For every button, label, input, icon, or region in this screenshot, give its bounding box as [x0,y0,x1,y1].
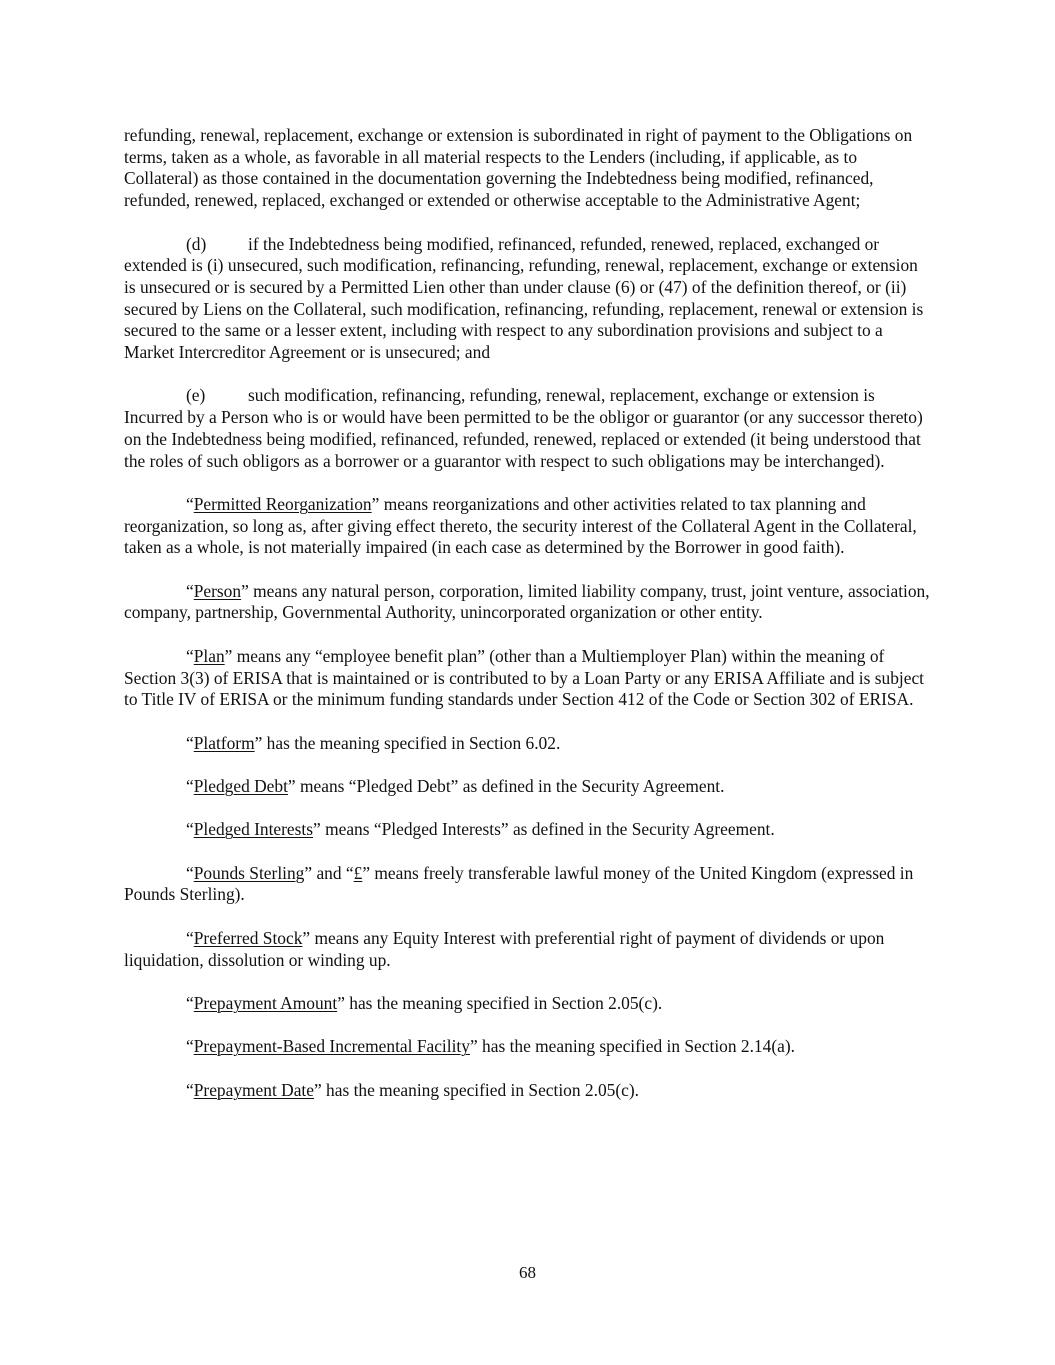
defined-term: Pledged Debt [193,775,288,796]
defined-term: Pounds Sterling [193,862,305,883]
definition-prepayment-amount: “Prepayment Amount” has the meaning specified in Section 2.05(c). [186,992,663,1013]
definition-text: ” means “Pledged Interests” as defined in the Security Agreement. [313,819,775,840]
definition-permitted-reorganization: “Permitted Reorganization” means reorganizations and other activities related to tax planning and reorganization, so long as, after giving effect thereto, the security interest of the Collateral Agent in the Collateral, taken as a whole, is not materially impaired (in each case as determined by the Borrower in good faith). [124,493,917,558]
definition-prepayment-date: “Prepayment Date” has the meaning specified in Section 2.05(c). [186,1079,639,1100]
continuation-paragraph: refunding, renewal, replacement, exchange or extension is subordinated in right of payment to the Obligations on terms, taken as a whole, as favorable in all material respects to the Lenders (including, if applicable, as to Collateral) as those contained in the documentation governing the Indebtedness being modified, refinanced, refunded, renewed, replaced, exchanged or extended or otherwise acceptable to the Administrative Agent; [124,125,913,211]
definition-preferred-stock: “Preferred Stock” means any Equity Interest with preferential right of payment of dividends or upon liquidation, dissolution or winding up. [124,927,885,970]
definition-text: ” has the meaning specified in Section 2.14(a). [469,1036,795,1057]
defined-term: Prepayment Amount [193,992,338,1013]
defined-term-symbol: £ [353,862,363,883]
defined-term: Platform [193,732,255,753]
definition-pounds-sterling: “Pounds Sterling” and “£” means freely transferable lawful money of the United Kingdom (expressed in Pounds Sterling). [124,862,914,905]
clause-label: (d) [186,233,207,254]
definition-pledged-interests: “Pledged Interests” means “Pledged Interests” as defined in the Security Agreement. [186,819,775,840]
definition-prepayment-based-incremental-facility: “Prepayment-Based Incremental Facility” has the meaning specified in Section 2.14(a). [186,1036,795,1057]
definition-platform: “Platform” has the meaning specified in Section 6.02. [186,732,561,753]
definition-text: ” has the meaning specified in Section 2.05(c). [337,992,663,1013]
document-body [124,125,932,1123]
definition-text: ” has the meaning specified in Section 6.02. [254,732,561,753]
definition-text: ” means freely transferable lawful money of the United Kingdom (expressed in Pounds Sterling). [124,862,914,905]
definition-text: ” means any Equity Interest with preferential right of payment of dividends or upon liquidation, dissolution or winding up. [124,927,885,970]
definition-pledged-debt: “Pledged Debt” means “Pledged Debt” as defined in the Security Agreement. [186,775,725,796]
defined-term: Plan [193,645,225,666]
definition-plan: “Plan” means any “employee benefit plan” (other than a Multiemployer Plan) within the meaning of Section 3(3) of ERISA that is maintained or is contributed to by a Loan Party or any ERISA Affiliate and is subject to Title IV of ERISA or the minimum funding standards under Section 412 of the Code or Section 302 of ERISA. [124,645,924,710]
definition-text: ” means any “employee benefit plan” (other than a Multiemployer Plan) within the meaning of Section 3(3) of ERISA that is maintained or is contributed to by a Loan Party or any ERISA Affiliate and is subject to Title IV of ERISA or the minimum funding standards under Section 412 of the Code or Section 302 of ERISA. [124,645,924,710]
page-number: 68 [519,1263,536,1282]
defined-term: Permitted Reorganization [193,493,372,514]
clause-label: (e) [186,385,206,406]
defined-term: Pledged Interests [193,819,314,840]
clause-d [124,234,932,364]
definition-connector: ” and “ [304,862,354,883]
definition-text: ” means reorganizations and other activities related to tax planning and reorganization, so long as, after giving effect thereto, the security interest of the Collateral Agent in the Collateral, taken as a whole, is not materially impaired (in each case as determined by the Borrower in good faith). [124,493,917,558]
clause-text: if the Indebtedness being modified, refinanced, refunded, renewed, replaced, exchanged or extended is (i) unsecured, such modification, refinancing, refunding, renewal, replacement, exchange or extension is unsecured or is secured by a Permitted Lien other than under clause (6) or (47) of the definition thereof, or (ii) secured by Liens on the Collateral, such modification, refinancing, refunding, replacement, renewal or extension is secured to the same or a lesser extent, including with respect to any subordination provisions and subject to a Market Intercreditor Agreement or is unsecured; and [124,233,924,363]
clause-e [124,385,932,472]
defined-term: Prepayment-Based Incremental Facility [193,1036,470,1057]
definition-person: “Person” means any natural person, corporation, limited liability company, trust, joint venture, association, company, partnership, Governmental Authority, unincorporated organization or other entity. [124,580,930,623]
definition-text: ” means any natural person, corporation, limited liability company, trust, joint venture, association, company, partnership, Governmental Authority, unincorporated organization or other entity. [124,580,930,623]
defined-term: Person [193,580,242,601]
defined-term: Preferred Stock [193,927,303,948]
definition-text: ” has the meaning specified in Section 2.05(c). [313,1079,639,1100]
defined-term: Prepayment Date [193,1079,314,1100]
clause-text: such modification, refinancing, refunding, renewal, replacement, exchange or extension is Incurred by a Person who is or would have been permitted to be the obligor or guarantor (or any successor thereto) on the Indebtedness being modified, refinanced, refunded, renewed, replaced or extended (it being understood that the roles of such obligors as a borrower or a guarantor with respect to such obligations may be interchanged). [124,385,923,471]
definition-text: ” means “Pledged Debt” as defined in the Security Agreement. [287,775,725,796]
